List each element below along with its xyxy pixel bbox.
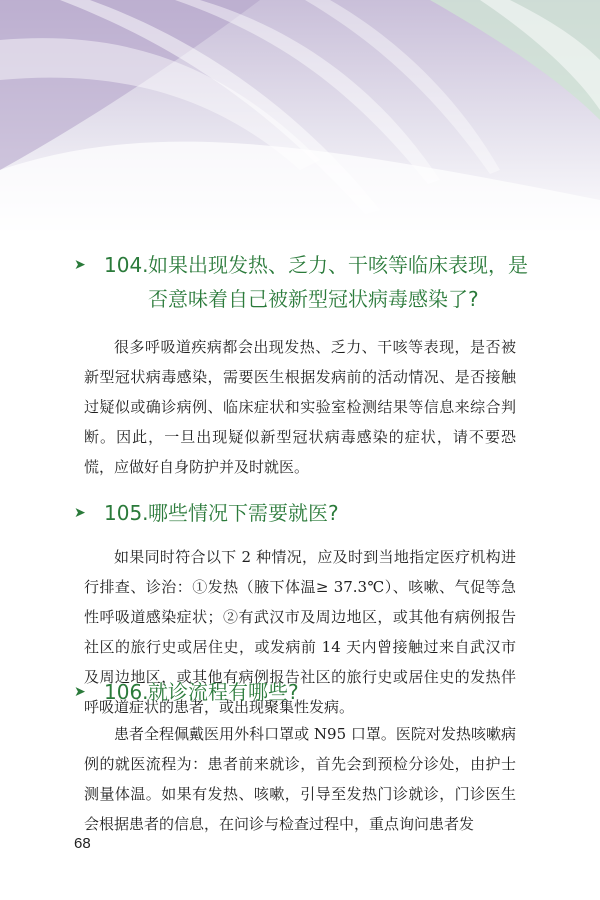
answer-paragraph: 患者全程佩戴医用外科口罩或 N95 口罩。医院对发热咳嗽病例的就医流程为：患者前来就诊，首先会到预检分诊处，由护士测量体温。如果有发热、咳嗽，引导至发热门诊就诊，门诊医生会根据患者的信息，在问诊与检查过程中，重点询问患者发 (84, 725, 516, 833)
question-heading (0, 675, 600, 709)
question-number: 104. (104, 253, 149, 277)
page-number: 68 (74, 835, 91, 852)
arrow-bullet-icon: ➤ (74, 257, 86, 273)
question-number: 106. (104, 680, 149, 704)
question-heading (0, 248, 600, 316)
question-number: 105. (104, 501, 149, 525)
question-title: 哪些情况下需要就医? (148, 501, 339, 525)
question-title: 就诊流程有哪些? (148, 680, 299, 704)
question-title: 如果出现发热、乏力、干咳等临床表现，是否意味着自己被新型冠状病毒感染了? (148, 253, 528, 311)
arrow-bullet-icon: ➤ (74, 505, 86, 521)
decorative-header-graphic (0, 0, 600, 240)
answer-paragraph: 如果同时符合以下 2 种情况，应及时到当地指定医疗机构进行排查、诊治：①发热（腋下体温≥ 37.3℃）、咳嗽、气促等急性呼吸道感染症状；②有武汉市及周边地区，或其他有病例报告社区的旅行史或居住史，或发病前 14 天内曾接触过来自武汉市及周边地区，或其他有病例报告社区的旅行史或居住史的发热伴呼吸道症状的患者，或出现聚集性发病。 (84, 548, 516, 716)
qa-section-104 (0, 248, 600, 482)
answer-paragraph: 很多呼吸道疾病都会出现发热、乏力、干咳等表现，是否被新型冠状病毒感染，需要医生根据发病前的活动情况、是否接触过疑似或确诊病例、临床症状和实验室检测结果等信息来综合判断。因此，一旦出现疑似新型冠状病毒感染的症状，请不要恐慌，应做好自身防护并及时就医。 (84, 338, 516, 476)
question-heading (0, 496, 600, 530)
arrow-bullet-icon: ➤ (74, 684, 86, 700)
qa-section-106 (0, 675, 600, 839)
